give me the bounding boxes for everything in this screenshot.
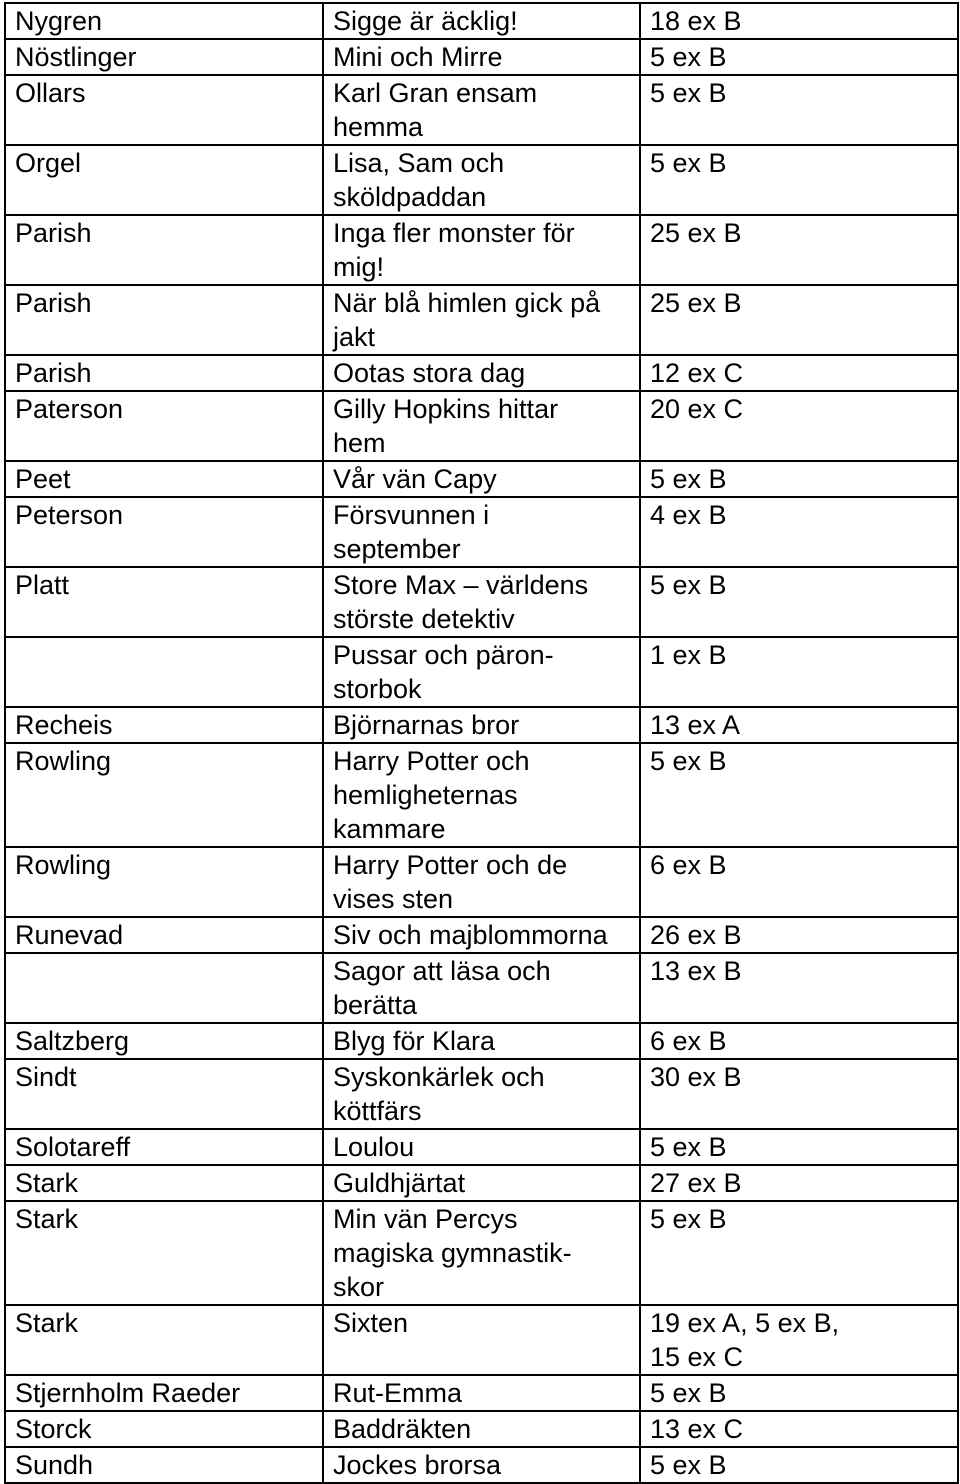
title-cell bbox=[323, 1165, 640, 1201]
table-row bbox=[5, 39, 958, 75]
author-cell: Peet bbox=[5, 461, 323, 497]
title-line: Harry Potter och de bbox=[333, 850, 568, 880]
quantity-line: 18 ex B bbox=[650, 6, 742, 36]
quantity-cell bbox=[640, 707, 958, 743]
title-cell bbox=[323, 1129, 640, 1165]
quantity-cell bbox=[640, 743, 958, 847]
author-cell: Runevad bbox=[5, 917, 323, 953]
title-cell bbox=[323, 917, 640, 953]
quantity-cell bbox=[640, 497, 958, 567]
table-row bbox=[5, 567, 958, 637]
table-row bbox=[5, 497, 958, 567]
quantity-line: 5 ex B bbox=[650, 746, 727, 776]
table-row bbox=[5, 1165, 958, 1201]
title-line: Försvunnen i bbox=[333, 500, 490, 530]
table-row bbox=[5, 355, 958, 391]
title-line: När blå himlen gick på bbox=[333, 288, 601, 318]
author-cell: Nöstlinger bbox=[5, 39, 323, 75]
quantity-line: 30 ex B bbox=[650, 1062, 742, 1092]
quantity-cell bbox=[640, 1059, 958, 1129]
title-line: Guldhjärtat bbox=[333, 1168, 466, 1198]
author-cell: Sundh bbox=[5, 1447, 323, 1483]
title-cell bbox=[323, 707, 640, 743]
table-row bbox=[5, 707, 958, 743]
title-line: Mini och Mirre bbox=[333, 42, 503, 72]
quantity-line: 5 ex B bbox=[650, 42, 727, 72]
quantity-line: 5 ex B bbox=[650, 148, 727, 178]
quantity-line: 27 ex B bbox=[650, 1168, 742, 1198]
quantity-cell bbox=[640, 145, 958, 215]
author-cell: Ollars bbox=[5, 75, 323, 145]
title-line: störste detektiv bbox=[333, 604, 515, 634]
quantity-line: 13 ex C bbox=[650, 1414, 744, 1444]
author-cell: Solotareff bbox=[5, 1129, 323, 1165]
table-row bbox=[5, 1059, 958, 1129]
title-cell bbox=[323, 1411, 640, 1447]
quantity-line: 5 ex B bbox=[650, 1378, 727, 1408]
quantity-line: 5 ex B bbox=[650, 1132, 727, 1162]
book-table-body bbox=[5, 3, 958, 1483]
title-line: Jockes brorsa bbox=[333, 1450, 502, 1480]
quantity-cell bbox=[640, 847, 958, 917]
author-cell: Rowling bbox=[5, 847, 323, 917]
quantity-line: 25 ex B bbox=[650, 218, 742, 248]
title-line: skor bbox=[333, 1272, 385, 1302]
quantity-cell bbox=[640, 391, 958, 461]
title-line: Vår vän Capy bbox=[333, 464, 497, 494]
quantity-cell bbox=[640, 285, 958, 355]
quantity-line: 13 ex A bbox=[650, 710, 741, 740]
quantity-line: 12 ex C bbox=[650, 358, 744, 388]
quantity-cell bbox=[640, 1305, 958, 1375]
table-row bbox=[5, 75, 958, 145]
table-row bbox=[5, 1129, 958, 1165]
title-line: Syskonkärlek och bbox=[333, 1062, 545, 1092]
table-row bbox=[5, 215, 958, 285]
quantity-cell bbox=[640, 637, 958, 707]
quantity-line: 5 ex B bbox=[650, 570, 727, 600]
title-line: magiska gymnastik- bbox=[333, 1238, 572, 1268]
title-cell bbox=[323, 461, 640, 497]
title-line: storbok bbox=[333, 674, 422, 704]
table-row bbox=[5, 953, 958, 1023]
quantity-cell bbox=[640, 917, 958, 953]
title-line: Baddräkten bbox=[333, 1414, 472, 1444]
table-row bbox=[5, 3, 958, 39]
title-cell bbox=[323, 1375, 640, 1411]
title-line: vises sten bbox=[333, 884, 454, 914]
author-cell: Parish bbox=[5, 215, 323, 285]
title-line: september bbox=[333, 534, 461, 564]
quantity-cell bbox=[640, 1201, 958, 1305]
title-line: Blyg för Klara bbox=[333, 1026, 496, 1056]
author-cell bbox=[5, 637, 323, 707]
quantity-line: 5 ex B bbox=[650, 1204, 727, 1234]
quantity-cell bbox=[640, 215, 958, 285]
title-line: hem bbox=[333, 428, 386, 458]
table-row bbox=[5, 1447, 958, 1483]
table-row bbox=[5, 285, 958, 355]
title-cell bbox=[323, 1023, 640, 1059]
author-cell: Orgel bbox=[5, 145, 323, 215]
author-cell: Recheis bbox=[5, 707, 323, 743]
author-cell: Stark bbox=[5, 1165, 323, 1201]
title-cell bbox=[323, 637, 640, 707]
title-line: jakt bbox=[333, 322, 376, 352]
table-row bbox=[5, 461, 958, 497]
table-row bbox=[5, 637, 958, 707]
quantity-line: 6 ex B bbox=[650, 1026, 727, 1056]
title-line: Siv och majblommorna bbox=[333, 920, 608, 950]
title-line: Sagor att läsa och bbox=[333, 956, 551, 986]
author-cell: Stark bbox=[5, 1305, 323, 1375]
quantity-cell bbox=[640, 39, 958, 75]
author-cell bbox=[5, 953, 323, 1023]
title-line: Inga fler monster för bbox=[333, 218, 575, 248]
author-cell: Sindt bbox=[5, 1059, 323, 1129]
quantity-line: 5 ex B bbox=[650, 1450, 727, 1480]
author-cell: Parish bbox=[5, 355, 323, 391]
table-row bbox=[5, 1023, 958, 1059]
title-cell bbox=[323, 3, 640, 39]
title-line: Pussar och päron- bbox=[333, 640, 554, 670]
title-line: kammare bbox=[333, 814, 446, 844]
quantity-cell bbox=[640, 75, 958, 145]
table-row bbox=[5, 145, 958, 215]
table-row bbox=[5, 1411, 958, 1447]
quantity-line: 4 ex B bbox=[650, 500, 727, 530]
title-line: köttfärs bbox=[333, 1096, 422, 1126]
title-line: mig! bbox=[333, 252, 385, 282]
quantity-cell bbox=[640, 3, 958, 39]
title-cell bbox=[323, 497, 640, 567]
title-line: Karl Gran ensam bbox=[333, 78, 538, 108]
title-cell bbox=[323, 355, 640, 391]
table-row bbox=[5, 1375, 958, 1411]
quantity-cell bbox=[640, 355, 958, 391]
title-cell bbox=[323, 391, 640, 461]
author-cell: Saltzberg bbox=[5, 1023, 323, 1059]
title-cell bbox=[323, 1201, 640, 1305]
quantity-cell bbox=[640, 1375, 958, 1411]
author-cell: Paterson bbox=[5, 391, 323, 461]
table-row bbox=[5, 917, 958, 953]
title-line: sköldpaddan bbox=[333, 182, 487, 212]
author-cell: Nygren bbox=[5, 3, 323, 39]
author-cell: Parish bbox=[5, 285, 323, 355]
quantity-cell bbox=[640, 461, 958, 497]
title-cell bbox=[323, 215, 640, 285]
author-cell: Stark bbox=[5, 1201, 323, 1305]
title-line: Store Max – världens bbox=[333, 570, 589, 600]
quantity-line: 19 ex A, 5 ex B, bbox=[650, 1308, 840, 1338]
table-row bbox=[5, 1305, 958, 1375]
quantity-line: 15 ex C bbox=[650, 1342, 744, 1372]
title-line: Rut-Emma bbox=[333, 1378, 463, 1408]
author-cell: Platt bbox=[5, 567, 323, 637]
title-line: Sixten bbox=[333, 1308, 409, 1338]
quantity-line: 6 ex B bbox=[650, 850, 727, 880]
title-cell bbox=[323, 953, 640, 1023]
quantity-cell bbox=[640, 1023, 958, 1059]
title-cell bbox=[323, 145, 640, 215]
quantity-line: 26 ex B bbox=[650, 920, 742, 950]
title-cell bbox=[323, 1059, 640, 1129]
table-row bbox=[5, 743, 958, 847]
title-cell bbox=[323, 285, 640, 355]
table-row bbox=[5, 1201, 958, 1305]
quantity-cell bbox=[640, 1129, 958, 1165]
title-line: Min vän Percys bbox=[333, 1204, 518, 1234]
title-cell bbox=[323, 1305, 640, 1375]
title-line: hemma bbox=[333, 112, 424, 142]
title-line: Björnarnas bror bbox=[333, 710, 520, 740]
quantity-line: 1 ex B bbox=[650, 640, 727, 670]
quantity-line: 5 ex B bbox=[650, 464, 727, 494]
quantity-line: 13 ex B bbox=[650, 956, 742, 986]
title-cell bbox=[323, 39, 640, 75]
title-cell bbox=[323, 1447, 640, 1483]
author-cell: Peterson bbox=[5, 497, 323, 567]
quantity-line: 25 ex B bbox=[650, 288, 742, 318]
title-cell bbox=[323, 847, 640, 917]
title-line: Ootas stora dag bbox=[333, 358, 526, 388]
author-cell: Rowling bbox=[5, 743, 323, 847]
title-line: Lisa, Sam och bbox=[333, 148, 505, 178]
author-cell: Storck bbox=[5, 1411, 323, 1447]
quantity-cell bbox=[640, 1447, 958, 1483]
title-cell bbox=[323, 567, 640, 637]
title-line: Sigge är äcklig! bbox=[333, 6, 518, 36]
table-row bbox=[5, 847, 958, 917]
title-line: Gilly Hopkins hittar bbox=[333, 394, 559, 424]
title-line: Loulou bbox=[333, 1132, 415, 1162]
title-cell bbox=[323, 75, 640, 145]
title-line: hemligheternas bbox=[333, 780, 518, 810]
quantity-line: 20 ex C bbox=[650, 394, 744, 424]
quantity-cell bbox=[640, 1411, 958, 1447]
title-cell bbox=[323, 743, 640, 847]
quantity-line: 5 ex B bbox=[650, 78, 727, 108]
title-line: berätta bbox=[333, 990, 418, 1020]
quantity-cell bbox=[640, 1165, 958, 1201]
author-cell: Stjernholm Raeder bbox=[5, 1375, 323, 1411]
quantity-cell bbox=[640, 567, 958, 637]
quantity-cell bbox=[640, 953, 958, 1023]
table-row bbox=[5, 391, 958, 461]
title-line: Harry Potter och bbox=[333, 746, 530, 776]
book-table bbox=[4, 2, 959, 1484]
